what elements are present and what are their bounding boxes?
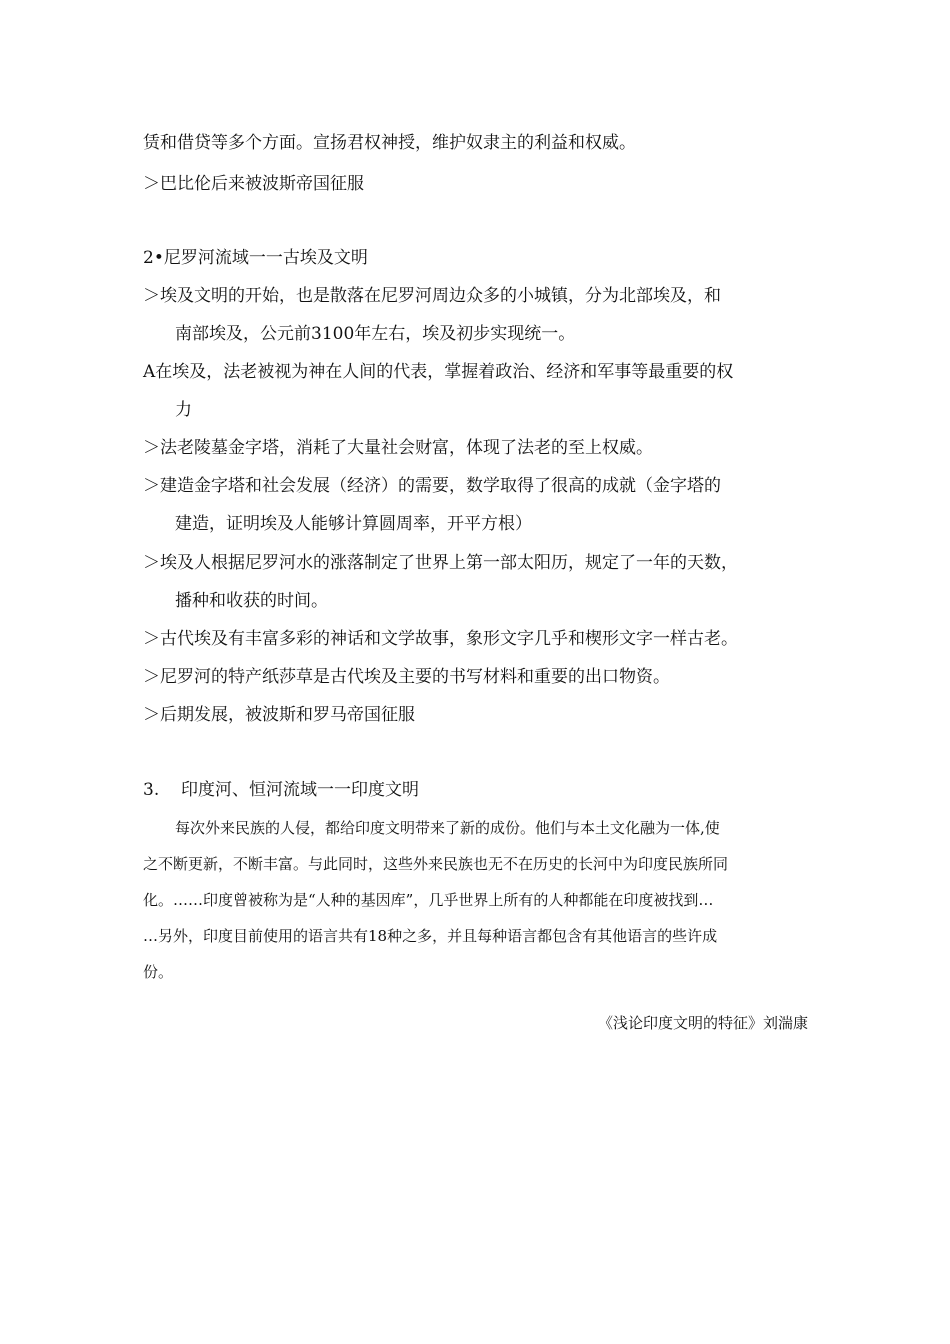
bullet-pyramid: ＞法老陵墓金字塔，消耗了大量社会财富，体现了法老的至上权威。 (143, 438, 653, 458)
bullet-pharaoh-line2: 力 (175, 400, 192, 420)
section-heading-number: 3. (143, 780, 160, 800)
bullet-pharaoh-line1: A在埃及，法老被视为神在人间的代表，掌握着政治、经济和军事等最重要的权 (143, 362, 734, 382)
bullet-math-line2: 建造，证明埃及人能够计算圆周率，开平方根） (175, 514, 532, 534)
quote-line: …另外，印度目前使用的语言共有18种之多，并且每种语言都包含有其他语言的些许成 (143, 927, 718, 945)
bullet-conquest: ＞后期发展，被波斯和罗马帝国征服 (143, 705, 415, 725)
bullet-papyrus: ＞尼罗河的特产纸莎草是古代埃及主要的书写材料和重要的出口物资。 (143, 667, 670, 687)
quote-citation: 《浅论印度文明的特征》刘湍康 (597, 1014, 808, 1032)
quote-line: 化。……印度曾被称为是“人种的基因库”，几乎世界上所有的人种都能在印度被找到… (143, 891, 714, 909)
section-heading-text: 印度河、恒河流域一一印度文明 (181, 780, 419, 800)
bullet-egypt-origin-line2: 南部埃及，公元前3100年左右，埃及初步实现统一。 (175, 324, 576, 344)
quote-line: 每次外来民族的人侵，都给印度文明带来了新的成份。他们与本土文化融为一体,使 (175, 819, 720, 837)
quote-line: 份。 (143, 963, 174, 981)
section-heading-egypt: 2•尼罗河流域一一古埃及文明 (143, 248, 368, 268)
bullet-calendar-line2: 播种和收获的时间。 (175, 591, 328, 611)
bullet-mythology: ＞古代埃及有丰富多彩的神话和文学故事，象形文字几乎和楔形文字一样古老。 (143, 629, 738, 649)
bullet-babylon: ＞巴比伦后来被波斯帝国征服 (143, 174, 364, 194)
text-line-continuation: 赁和借贷等多个方面。宣扬君权神授，维护奴隶主的利益和权威。 (143, 133, 636, 153)
quote-line: 之不断更新，不断丰富。与此同时，这些外来民族也无不在历史的长河中为印度民族所同 (143, 855, 729, 873)
bullet-egypt-origin-line1: ＞埃及文明的开始，也是散落在尼罗河周边众多的小城镇，分为北部埃及，和 (143, 286, 721, 306)
section-heading-india (143, 778, 813, 802)
bullet-math-line1: ＞建造金字塔和社会发展（经济）的需要，数学取得了很高的成就（金字塔的 (143, 476, 721, 496)
bullet-calendar-line1: ＞埃及人根据尼罗河水的涨落制定了世界上第一部太阳历，规定了一年的天数， (143, 553, 738, 573)
